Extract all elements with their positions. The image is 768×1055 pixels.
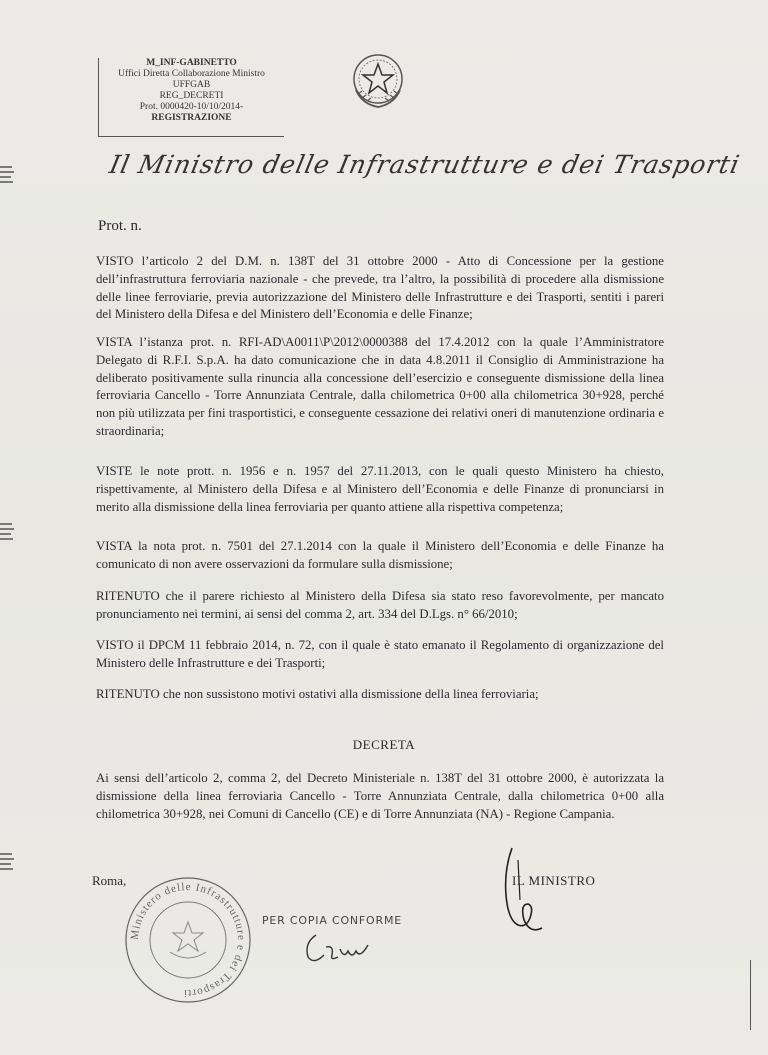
decree-text: Ai sensi dell’articolo 2, comma 2, del Decreto Ministeriale n. 138T del 31 ottobre 2000, è autorizzata la dismissione della linea ferroviaria Cancello - Torre Annunziata Centrale, dalla chilometrica 0+00 alla chilometrica 30+928, nei Comuni di Cancello (CE) e di Torre Annunziata (NA) - Regione Campania.: [96, 771, 664, 821]
punch-hole-mark: [0, 163, 16, 187]
registration-stamp: [98, 58, 284, 137]
recital-paragraph: VISTE le note prott. n. 1956 e n. 1957 del 27.11.2013, con le quali questo Ministero ha chiesto, rispettivamente, al Ministero della Difesa e al Ministero dell’Economia e delle Finanze di pronunciarsi in merito alla dismissione della linea ferroviaria per quanto attiene alla rispettiva competenza;: [96, 464, 664, 514]
ministry-round-stamp: [118, 870, 258, 1010]
decree-heading: DECRETA: [352, 737, 416, 752]
copy-signature: [298, 925, 378, 970]
protocol-number-label: Prot. n.: [98, 218, 142, 234]
punch-hole-mark: [0, 520, 16, 544]
stamp-line: REG_DECRETI: [159, 91, 224, 101]
svg-text:Ministero delle Infrastrutture: [129, 881, 247, 999]
recital-paragraph: RITENUTO che non sussistono motivi ostativi alla dismissione della linea ferroviaria;: [96, 687, 539, 701]
stamp-line: REGISTRAZIONE: [151, 113, 232, 123]
certified-copy-stamp: PER COPIA CONFORME: [262, 914, 402, 927]
stamp-line: M_INF-GABINETTO: [146, 58, 237, 68]
punch-hole-mark: [0, 850, 16, 874]
minister-signature: [490, 840, 570, 940]
scan-edge-line: [750, 960, 751, 1030]
recital-paragraph: RITENUTO che il parere richiesto al Ministero della Difesa sia stato reso favorevolmente, per mancato pronunciamento nei termini, ai sensi del comma 2, art. 334 del D.Lgs. n° 66/2010;: [96, 589, 664, 621]
recital-paragraph: VISTA l’istanza prot. n. RFI-AD\A0011\P\2012\0000388 del 17.4.2012 con la quale l’Amministratore Delegato di R.F.I. S.p.A. ha dato comunicazione che in data 4.8.2011 il Consiglio di Amministrazione ha deliberato positivamente sulla rinuncia alla concessione dell’esercizio e conseguente dismissione della linea ferroviaria Cancello - Torre Annunziata Centrale, dalla chilometrica 0+00 alla chilometrica 30+928, perché non più utilizzata per fini trasportistici, e conseguente cessazione dei relativi oneri di manutenzione ordinaria e straordinaria;: [96, 335, 664, 438]
stamp-line: Prot. 0000420-10/10/2014-: [139, 102, 244, 112]
place-label: Roma,: [92, 873, 127, 888]
round-stamp-text: Ministero delle Infrastrutture e dei Trasporti: [128, 880, 248, 1000]
signatory-label: IL MINISTRO: [512, 873, 596, 888]
recital-paragraph: VISTO l’articolo 2 del D.M. n. 138T del 31 ottobre 2000 - Atto di Concessione per la gestione dell’infrastruttura ferroviaria nazionale - che prevede, tra l’altro, la possibilità di procedere alla dismissione delle linee ferroviarie, previa autorizzazione del Ministero delle Infrastrutture e dei Trasporti, sentiti i pareri del Ministero della Difesa e del Ministero dell’Economia e delle Finanze;: [96, 254, 664, 322]
ministry-heading: Il Ministro delle Infrastrutture e dei Trasporti: [106, 150, 743, 179]
italian-emblem-icon: [348, 50, 408, 112]
recital-paragraph: VISTO il DPCM 11 febbraio 2014, n. 72, con il quale è stato emanato il Regolamento di organizzazione del Ministero delle Infrastrutture e dei Trasporti;: [96, 638, 664, 670]
stamp-line: UFFGAB: [172, 80, 211, 90]
recital-paragraph: VISTA la nota prot. n. 7501 del 27.1.2014 con la quale il Ministero dell’Economia e delle Finanze ha comunicato di non avere osservazioni da formulare sulla dismissione;: [96, 539, 664, 571]
stamp-line: Uffici Diretta Collaborazione Ministro: [118, 69, 265, 79]
